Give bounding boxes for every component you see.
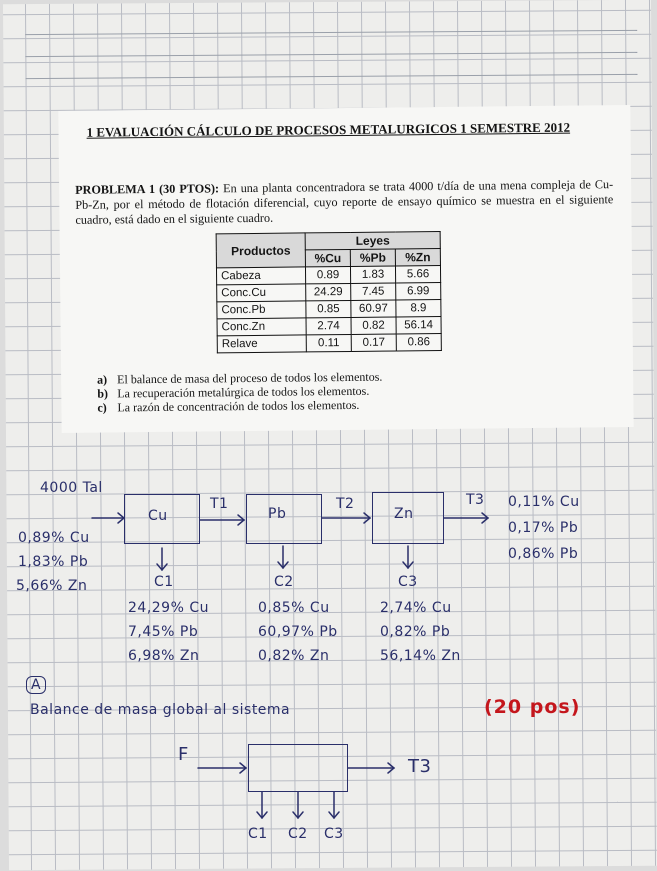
tail-grade-cu: 0,11% Cu — [508, 494, 580, 510]
header-products: Productos — [216, 233, 305, 268]
question-item: b) La recuperación metalúrgica de todos los elementos. — [97, 383, 370, 401]
top-rule-line — [26, 74, 638, 79]
conc-label-1: C1 — [154, 574, 174, 590]
global-system-box — [248, 744, 348, 792]
pb-cell: 60.97 — [351, 300, 396, 317]
printed-exam-sheet — [58, 105, 633, 433]
conc2-grade-zn: 0,82% Zn — [258, 648, 330, 664]
global-conc-1: C1 — [248, 826, 268, 842]
tail-label-2: T2 — [336, 496, 355, 512]
tail-label-3: T3 — [466, 492, 485, 508]
product-cell: Conc.Zn — [217, 318, 306, 336]
global-feed-label: F — [178, 744, 189, 765]
global-tail-label: T3 — [408, 756, 432, 777]
assay-table — [216, 231, 442, 353]
top-rule-line — [25, 30, 637, 35]
problem-text: En una planta concentradora se trata 4000 t/día de una mena compleja de Cu-Pb-Zn, por el método de flotación diferencial, cuyo reporte de ensayo químico se muestra en el siguiente cuadro, está dado en el siguiente cuadro. — [75, 177, 614, 227]
cu-cell: 0.11 — [306, 334, 351, 351]
cu-cell: 24.29 — [306, 283, 351, 300]
question-list — [97, 367, 617, 414]
global-conc-2: C2 — [288, 826, 308, 842]
balance-title: Balance de masa global al sistema — [30, 702, 291, 718]
zn-cell: 6.99 — [396, 283, 441, 300]
cell-label-pb: Pb — [268, 506, 287, 522]
exam-title: 1 EVALUACIÓN CÁLCULO DE PROCESOS METALURGICOS 1 SEMESTRE 2012 — [86, 119, 571, 140]
conc2-grade-pb: 60,97% Pb — [258, 624, 338, 640]
conc3-grade-cu: 2,74% Cu — [380, 600, 452, 616]
cell-label-zn: Zn — [394, 506, 414, 522]
pb-cell: 0.17 — [351, 334, 396, 351]
feed-grade-pb: 1,83% Pb — [18, 554, 89, 570]
pb-cell: 0.82 — [351, 317, 396, 334]
conc3-grade-zn: 56,14% Zn — [380, 648, 461, 664]
col-pb: %Pb — [350, 249, 395, 266]
problem-label: PROBLEMA 1 (30 PTOS): — [75, 181, 220, 197]
part-a-label: A — [26, 676, 46, 694]
zn-cell: 5.66 — [395, 266, 440, 283]
tail-label-1: T1 — [210, 496, 229, 512]
col-cu: %Cu — [305, 249, 350, 266]
conc1-grade-cu: 24,29% Cu — [128, 600, 209, 616]
product-cell: Conc.Pb — [217, 301, 306, 319]
cell-label-cu: Cu — [148, 508, 168, 524]
points-note: (20 pos) — [484, 696, 581, 718]
question-item: c) La razón de concentración de todos los elementos. — [97, 397, 360, 415]
conc-label-2: C2 — [274, 574, 294, 590]
cu-cell: 2.74 — [306, 317, 351, 334]
feed-grade-cu: 0,89% Cu — [18, 530, 90, 546]
conc1-grade-zn: 6,98% Zn — [128, 648, 200, 664]
conc-label-3: C3 — [398, 574, 418, 590]
feed-grade-zn: 5,66% Zn — [16, 578, 88, 594]
conc2-grade-cu: 0,85% Cu — [258, 600, 330, 616]
top-rule-line — [25, 52, 637, 57]
tail-grade-zn: 0,86% Pb — [508, 546, 579, 562]
zn-cell: 0.86 — [396, 334, 441, 351]
cu-cell: 0.89 — [305, 266, 350, 283]
feed-rate: 4000 Tal — [40, 480, 103, 496]
col-zn: %Zn — [395, 249, 440, 266]
product-cell: Conc.Cu — [217, 284, 306, 302]
conc1-grade-pb: 7,45% Pb — [128, 624, 199, 640]
question-item: a) El balance de masa del proceso de todos los elementos. — [97, 369, 383, 387]
product-cell: Relave — [217, 335, 306, 353]
pb-cell: 7.45 — [351, 283, 396, 300]
cu-cell: 0.85 — [306, 300, 351, 317]
tail-grade-pb: 0,17% Pb — [508, 520, 579, 536]
global-conc-3: C3 — [324, 826, 344, 842]
conc3-grade-pb: 0,82% Pb — [380, 624, 451, 640]
zn-cell: 56.14 — [396, 317, 441, 334]
pb-cell: 1.83 — [350, 266, 395, 283]
header-leyes: Leyes — [305, 232, 440, 250]
problem-statement — [75, 177, 613, 228]
product-cell: Cabeza — [216, 267, 305, 285]
table-row — [217, 334, 441, 353]
zn-cell: 8.9 — [396, 300, 441, 317]
